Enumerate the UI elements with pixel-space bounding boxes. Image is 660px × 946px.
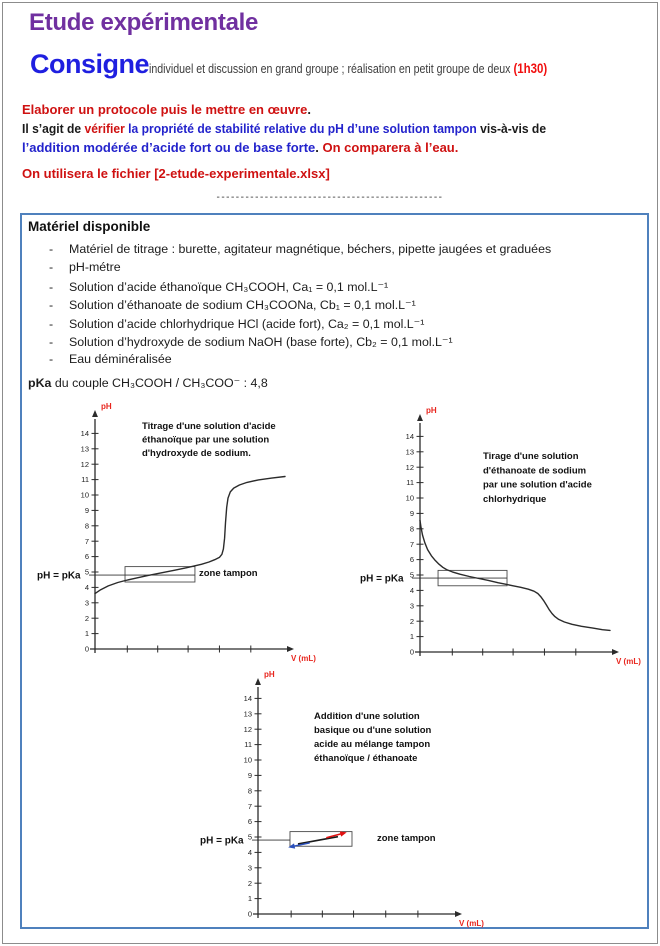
y-tick-label: 8 xyxy=(84,521,89,531)
file-reference: On utilisera le fichier [2-etude-experimentale.xlsx] xyxy=(22,166,330,181)
y-tick-label: 9 xyxy=(84,506,89,515)
materiel-item-dash: - xyxy=(49,298,54,313)
y-tick-label: 0 xyxy=(247,909,252,919)
consigne-row xyxy=(30,49,618,80)
pka-equals-label: pH = pKa xyxy=(360,573,404,585)
y-tick-label: 10 xyxy=(80,490,89,500)
y-tick-label: 14 xyxy=(80,429,89,438)
materiel-item-text: Solution d’acide chlorhydrique HCl (acide fort), Ca₂ = 0,1 mol.L⁻¹ xyxy=(69,316,425,331)
shift-arrow-blue-head xyxy=(288,843,295,850)
chart-title-line: acide au mélange tampon xyxy=(314,739,431,750)
materiel-box xyxy=(20,213,649,929)
y-axis-arrow xyxy=(417,414,423,421)
y-tick-label: 9 xyxy=(409,509,414,518)
materiel-item xyxy=(49,334,551,352)
materiel-item-text: Solution d’hydroxyde de sodium NaOH (base forte), Cb₂ = 0,1 mol.L⁻¹ xyxy=(69,334,453,349)
y-tick-label: 11 xyxy=(81,475,89,485)
y-tick-label: 3 xyxy=(247,863,252,873)
duration-badge: (1h30) xyxy=(513,61,548,76)
y-tick-label: 0 xyxy=(84,644,89,654)
y-tick-label: 7 xyxy=(247,801,252,811)
y-tick-label: 1 xyxy=(409,632,414,642)
y-tick-label: 11 xyxy=(244,740,252,750)
materiel-item xyxy=(49,297,551,315)
y-tick-label: 8 xyxy=(409,524,414,534)
y-axis-arrow xyxy=(255,678,261,685)
y-tick-label: 1 xyxy=(247,894,252,904)
materiel-item-dash: - xyxy=(49,334,54,349)
chart-title-line: d'éthanoate de sodium xyxy=(483,465,587,477)
pka-label-bold: pKa xyxy=(28,376,52,390)
consigne-description: individuel et discussion en grand groupe ; réalisation en petit groupe de deux xyxy=(149,62,514,76)
y-axis-arrow xyxy=(92,410,98,417)
y-tick-label: 12 xyxy=(243,724,252,734)
ph-axis-label: pH xyxy=(426,406,437,415)
y-tick-label: 6 xyxy=(409,555,414,565)
materiel-heading: Matériel disponible xyxy=(28,219,151,234)
x-axis-arrow xyxy=(612,649,619,655)
y-tick-label: 2 xyxy=(247,878,252,888)
materiel-item xyxy=(49,279,551,297)
y-tick-label: 10 xyxy=(243,755,252,765)
shift-arrow-red-head xyxy=(340,830,348,837)
y-tick-label: 13 xyxy=(405,447,414,457)
materiel-item-dash: - xyxy=(49,260,54,275)
materiel-item xyxy=(49,316,551,334)
instruction-protocol-text: Elaborer un protocole puis le mettre en œuvre xyxy=(22,102,308,117)
materiel-item-dash: - xyxy=(49,242,54,256)
zone-tampon-label: zone tampon xyxy=(199,568,258,580)
y-tick-label: 13 xyxy=(80,444,89,454)
instruction-line-2: Il s’agit de vérifier la propriété de stabilité relative du pH d’une solution tampon vis-à-vis de xyxy=(22,121,547,136)
instructions-paragraph xyxy=(22,100,586,157)
instruction-line-3: l’addition modérée d’acide fort ou de base forte. On comparera à l’eau. xyxy=(22,140,459,155)
chart-title-line: éthanoïque par une solution xyxy=(142,434,270,446)
volume-axis-label: V (mL) xyxy=(616,657,641,666)
pka-equals-label: pH = pKa xyxy=(200,835,244,847)
materiel-item-text: Solution d’éthanoate de sodium CH₃COONa, Cb₁ = 0,1 mol.L⁻¹ xyxy=(69,298,416,313)
dashed-separator: ----------------------------------------------- xyxy=(216,192,444,203)
chart-title-line: chlorhydrique xyxy=(483,493,547,505)
y-tick-label: 5 xyxy=(409,570,414,580)
titration-chart-acid-by-base xyxy=(33,397,349,669)
titration-chart-base-by-acid xyxy=(353,401,658,671)
ph-axis-label: pH xyxy=(101,402,112,411)
ph-axis-label: pH xyxy=(264,670,275,679)
y-tick-label: 0 xyxy=(409,647,414,657)
y-tick-label: 8 xyxy=(247,786,252,796)
y-tick-label: 7 xyxy=(409,539,414,549)
consigne-heading: Consigne xyxy=(30,49,150,79)
materiel-item xyxy=(49,352,551,370)
materiel-item xyxy=(49,260,551,278)
y-tick-label: 2 xyxy=(409,616,414,626)
y-tick-label: 2 xyxy=(84,613,89,623)
chart-title-line: Tirage d'une solution xyxy=(483,451,579,462)
y-tick-label: 6 xyxy=(84,552,89,562)
volume-axis-label: V (mL) xyxy=(459,919,484,928)
titration-curve xyxy=(420,520,610,630)
materiel-item-text: pH-métre xyxy=(69,260,121,275)
materiel-item-dash: - xyxy=(49,352,54,367)
buffer-segment xyxy=(298,837,338,844)
y-tick-label: 12 xyxy=(80,459,89,469)
y-tick-label: 5 xyxy=(84,567,89,577)
y-tick-label: 10 xyxy=(405,493,414,503)
y-tick-label: 6 xyxy=(247,817,252,827)
y-tick-label: 14 xyxy=(405,432,414,441)
y-tick-label: 3 xyxy=(84,598,89,608)
document-page xyxy=(2,2,658,944)
chart-title-line: basique ou d'une solution xyxy=(314,725,432,736)
materiel-item xyxy=(49,242,551,260)
materiel-list xyxy=(49,242,551,371)
y-tick-label: 1 xyxy=(84,629,89,639)
y-tick-label: 4 xyxy=(247,848,252,857)
chart-title-line: d'hydroxyde de sodium. xyxy=(142,448,251,459)
materiel-item-text: Eau déminéralisée xyxy=(69,352,172,367)
y-tick-label: 12 xyxy=(405,462,414,472)
y-tick-label: 9 xyxy=(247,771,252,780)
y-tick-label: 4 xyxy=(84,583,89,592)
materiel-item-dash: - xyxy=(49,316,54,331)
zone-tampon-rect xyxy=(125,567,195,582)
materiel-item-text: Matériel de titrage : burette, agitateur magnétique, béchers, pipette jaugées et graduées xyxy=(69,242,552,256)
materiel-item-text: Solution d’acide éthanoïque CH₃COOH, Ca₁ = 0,1 mol.L⁻¹ xyxy=(69,279,389,294)
pka-value-text: du couple CH₃COOH / CH₃COO⁻ : 4,8 xyxy=(51,376,268,390)
chart-title-line: par une solution d'acide xyxy=(483,479,592,491)
y-tick-label: 4 xyxy=(409,586,414,595)
volume-axis-label: V (mL) xyxy=(291,654,316,663)
y-tick-label: 3 xyxy=(409,601,414,611)
x-axis-arrow xyxy=(455,911,462,917)
y-tick-label: 11 xyxy=(406,478,414,488)
y-tick-label: 7 xyxy=(84,536,89,546)
pka-statement xyxy=(28,375,268,390)
chart-title-line: Addition d'une solution xyxy=(314,711,420,722)
y-tick-label: 13 xyxy=(243,709,252,719)
pka-equals-label: pH = pKa xyxy=(37,570,81,582)
chart-title-line: Titrage d'une solution d'acide xyxy=(142,421,276,432)
instruction-line-1: Elaborer un protocole puis le mettre en œuvre. xyxy=(22,102,311,117)
x-axis-arrow xyxy=(287,646,294,652)
y-tick-label: 14 xyxy=(243,694,252,703)
y-tick-label: 5 xyxy=(247,832,252,842)
page-title: Etude expérimentale xyxy=(29,9,259,36)
buffer-addition-chart xyxy=(167,665,501,933)
chart-title-line: éthanoïque / éthanoate xyxy=(314,753,418,764)
materiel-item-dash: - xyxy=(49,279,54,294)
zone-tampon-label: zone tampon xyxy=(377,833,436,845)
